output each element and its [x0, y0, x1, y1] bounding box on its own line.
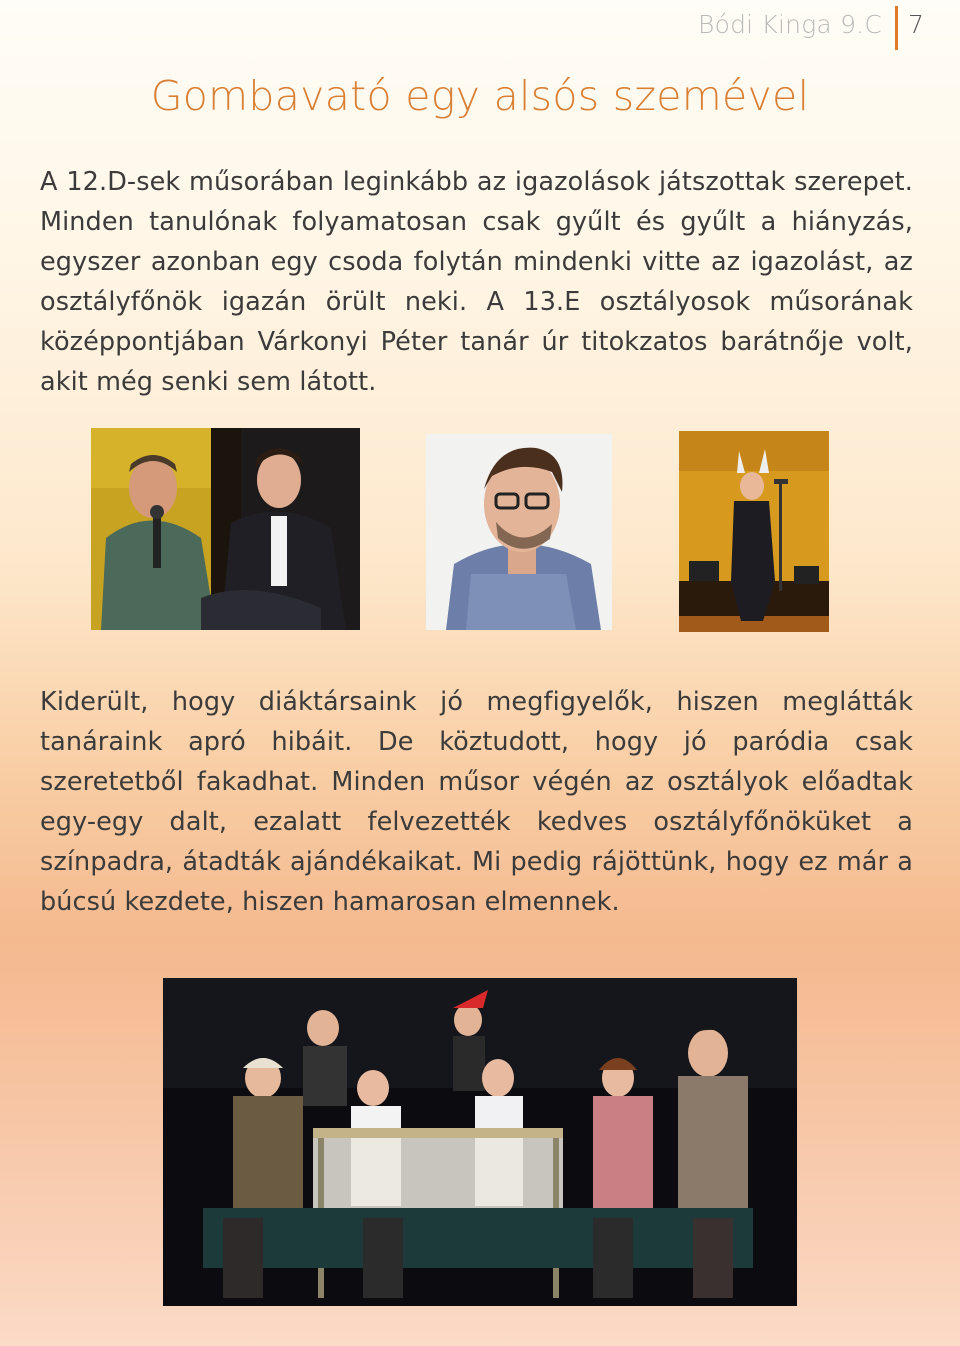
photo-portrait-glasses: [426, 434, 612, 630]
photo-stage-interview: [91, 428, 360, 630]
body-paragraph-1: A 12.D-sek műsorában leginkább az igazolások játszottak szerepet. Minden tanulónak folyamatosan csak gyűlt és gyűlt a hiányzás, egyszer azonban egy csoda folytán mindenki vitte az igazolást, az osztályfőnök igazán örült neki. A 13.E osztályosok műsorának középpontjában Várkonyi Péter tanár úr titokzatos barátnője volt, akit még senki sem látott.: [40, 167, 913, 397]
body-paragraph-2: Kiderült, hogy diáktársaink jó megfigyelők, hiszen meglátták tanáraink apró hibáit. De köztudott, hogy jó paródia csak szeretetből fakadhat. Minden műsor végén az osztályok előadtak egy-egy dalt, ezalatt felvezették kedves osztályfőnöküket a színpadra, átadták ajándékaikat. Mi pedig rájöttünk, hogy ez már a búcsú kezdete, hiszen hamarosan elmennek.: [40, 687, 913, 917]
header-divider: [895, 6, 898, 50]
page-title: Gombavató egy alsós szemével: [150, 72, 810, 120]
page-number: 7: [908, 10, 924, 39]
photo-group-on-stage: [163, 978, 797, 1306]
photo-stage-performer: [679, 431, 829, 632]
header-author: Bódi Kinga 9.C: [698, 10, 882, 39]
